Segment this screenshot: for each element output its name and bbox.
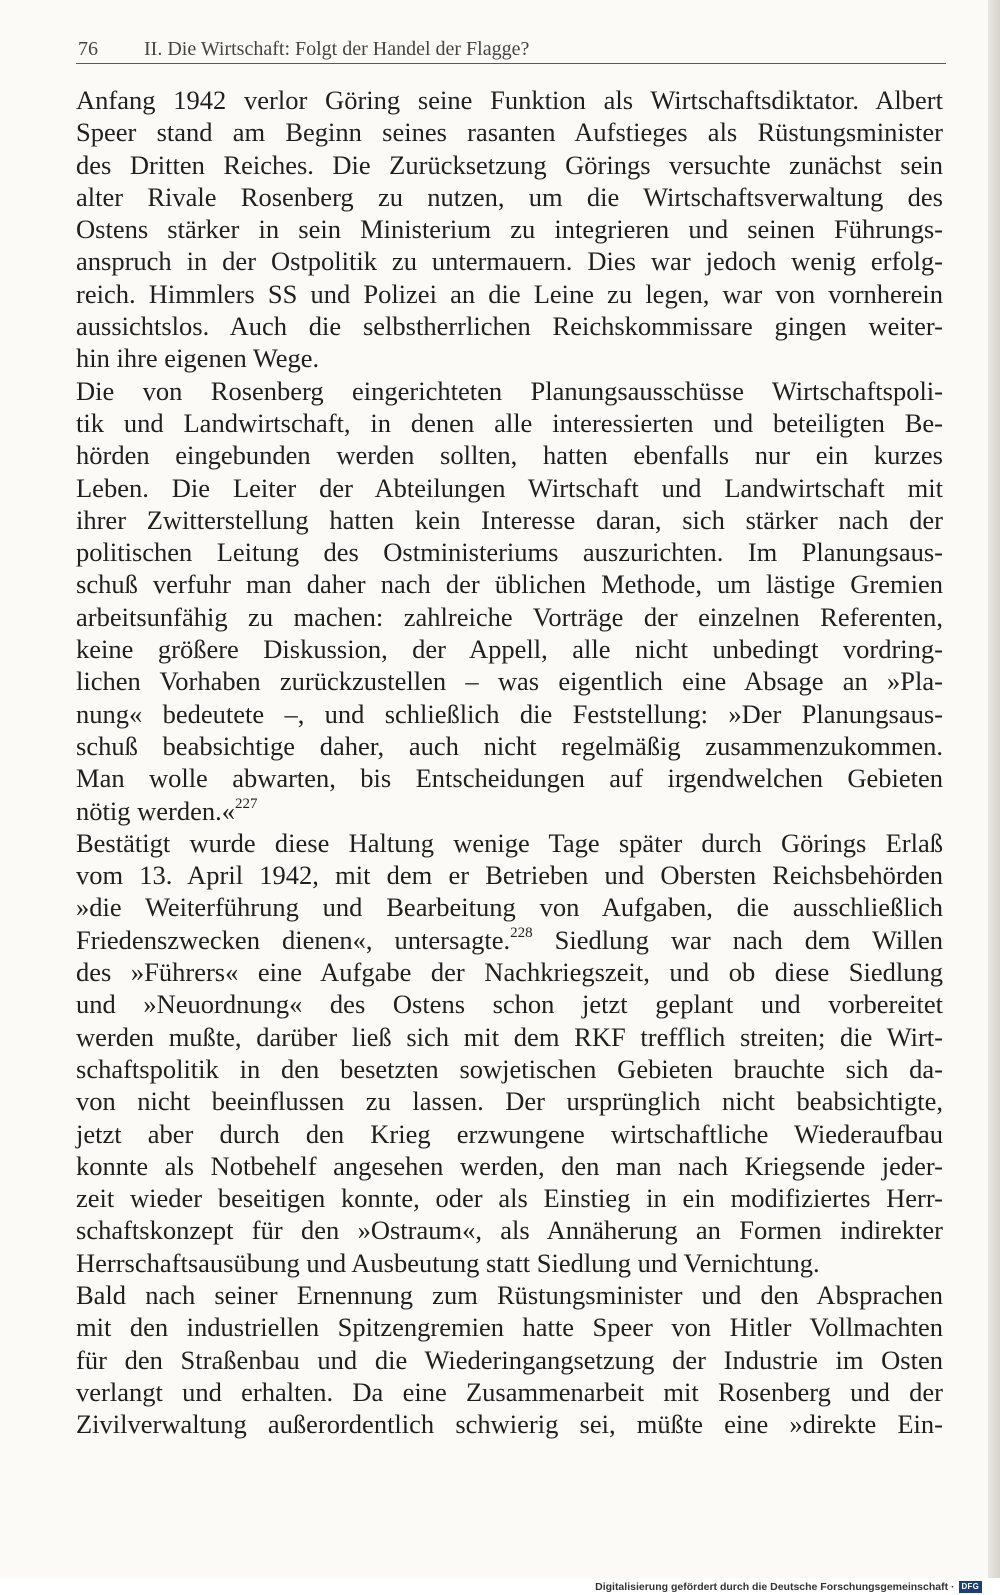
footnote-marker: 227 (234, 795, 258, 812)
text-line: Leben. Die Leiter der Abteilungen Wirtschaft und Landwirtschaft mit (76, 472, 943, 503)
text-line: Bestätigt wurde diese Haltung wenige Tage später durch Görings Erlaß (76, 827, 943, 858)
text-line: schuß beabsichtige daher, auch nicht regelmäßig zusammenzukommen. (76, 730, 943, 761)
text-line: schaftspolitik in den besetzten sowjetischen Gebieten brauchte sich da- (76, 1053, 943, 1084)
text-line: mit den industriellen Spitzengremien hatte Speer von Hitler Vollmachten (76, 1312, 943, 1343)
text-line: konnte als Notbehelf angesehen werden, den man nach Kriegsende jeder- (76, 1150, 943, 1181)
header-rule (76, 63, 946, 64)
text-line: und »Neuordnung« des Ostens schon jetzt geplant und vorbereitet (76, 989, 943, 1020)
text-line: anspruch in der Ostpolitik zu untermauern. Dies war jedoch wenig erfolg- (76, 246, 943, 277)
text-line: Man wolle abwarten, bis Entscheidungen auf irgendwelchen Gebieten (76, 763, 943, 794)
text-line: aussichtslos. Auch die selbstherrlichen Reichskommissare gingen weiter- (76, 311, 943, 342)
text-line: ihrer Zwitterstellung hatten kein Interesse daran, sich stärker nach der (76, 504, 943, 535)
text-line: zeit wieder beseitigen konnte, oder als Einstieg in ein modifiziertes Herr- (76, 1183, 943, 1214)
dfg-logo: DFG (959, 1581, 983, 1593)
text-line: »die Weiterführung und Bearbeitung von Aufgaben, die ausschließlich (76, 892, 943, 923)
chapter-title: II. Die Wirtschaft: Folgt der Handel der Flagge? (144, 38, 530, 60)
text-line: alter Rivale Rosenberg zu nutzen, um die Wirtschaftsverwaltung des (76, 181, 943, 212)
digitization-note: Digitalisierung gefördert durch die Deutsche Forschungsgemeinschaft · (595, 1581, 955, 1593)
running-head (78, 34, 948, 64)
text-line: des Dritten Reiches. Die Zurücksetzung Görings versuchte zunächst sein (76, 149, 943, 180)
text-line: Speer stand am Beginn seines rasanten Aufstieges als Rüstungsminister (76, 117, 943, 148)
text-line: hin ihre eigenen Wege. (76, 343, 320, 374)
text-line: Die von Rosenberg eingerichteten Planungsausschüsse Wirtschaftspoli- (76, 375, 943, 406)
text-line: hörden eingebunden werden sollten, hatten ebenfalls nur ein kurzes (76, 440, 943, 471)
footnote-marker: 228 (510, 924, 533, 941)
text-line: nötig werden.«$^{227}$ (76, 795, 258, 826)
text-line: des »Führers« eine Aufgabe der Nachkriegszeit, und ob diese Siedlung (76, 957, 943, 988)
text-line: schaftskonzept für den »Ostraum«, als Annäherung an Formen indirekter (76, 1215, 943, 1246)
text-line: Herrschaftsausübung und Ausbeutung statt Siedlung und Vernichtung. (76, 1247, 820, 1278)
text-line: verlangt und erhalten. Da eine Zusammenarbeit mit Rosenberg und der (76, 1376, 943, 1407)
text-line: vom 13. April 1942, mit dem er Betrieben und Obersten Reichsbehörden (76, 860, 943, 891)
text-line: jetzt aber durch den Krieg erzwungene wirtschaftliche Wiederaufbau (76, 1118, 943, 1149)
text-line: arbeitsunfähig zu machen: zahlreiche Vorträge der einzelnen Referenten, (76, 601, 943, 632)
text-line: Bald nach seiner Ernennung zum Rüstungsminister und den Absprachen (76, 1279, 943, 1310)
text-line: nung« bedeutete –, und schließlich die Feststellung: »Der Planungsaus- (76, 698, 943, 729)
text-line: Anfang 1942 verlor Göring seine Funktion als Wirtschaftsdiktator. Albert (76, 85, 943, 115)
body-text (76, 84, 943, 1440)
text-line: reich. Himmlers SS und Polizei an die Leine zu legen, war von vornherein (76, 278, 943, 309)
text-line: Zivilverwaltung außerordentlich schwierig sei, müßte eine »direkte Ein- (76, 1409, 943, 1440)
text-line: von nicht beeinflussen zu lassen. Der ursprünglich nicht beabsichtigte, (76, 1086, 943, 1117)
text-line: lichen Vorhaben zurückzustellen – was eigentlich eine Absage an »Pla- (76, 666, 943, 697)
text-line: schuß verfuhr man daher nach der üblichen Methode, um lästige Gremien (76, 569, 943, 600)
text-line: tik und Landwirtschaft, in denen alle interessierten und beteiligten Be- (76, 407, 943, 438)
text-line: politischen Leitung des Ostministeriums auszurichten. Im Planungsaus- (76, 537, 943, 568)
text-line: werden mußte, darüber ließ sich mit dem RKF trefflich streiten; die Wirt- (76, 1021, 943, 1052)
text-line: Friedenszwecken dienen«, untersagte.$^{228}$ Siedlung war nach dem Willen (76, 924, 944, 955)
text-line: Ostens stärker in sein Ministerium zu integrieren und seinen Führungs- (76, 214, 943, 245)
digitization-footer (595, 1580, 982, 1594)
page-edge-shadow (988, 0, 1000, 1578)
text-line: keine größere Diskussion, der Appell, alle nicht unbedingt vordring- (76, 634, 943, 665)
text-line: für den Straßenbau und die Wiederingangsetzung der Industrie im Osten (76, 1344, 943, 1375)
page-number: 76 (78, 38, 98, 60)
